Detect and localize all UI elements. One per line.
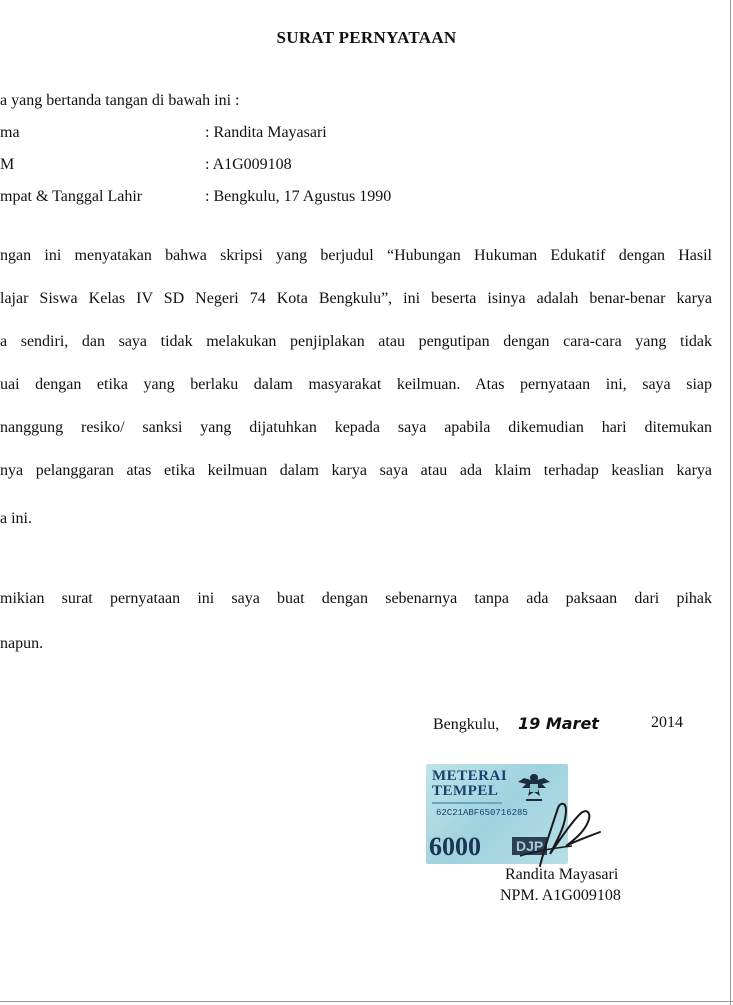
closing-line: napun. [0,635,44,652]
paragraph-line: ngan ini menyatakan bahwa skripsi yang berjudul “Hubungan Hukuman Edukatif dengan Hasil [0,247,712,264]
stamp-issuer: DJP [512,837,547,855]
stamp-amount: 6000 [429,832,481,861]
stamp-code: 62C21ABF650716285 [436,808,528,818]
paragraph-line: lajar Siswa Kelas IV SD Negeri 74 Kota Bengkulu”, ini beserta isinya adalah benar-benar karya [0,290,712,307]
intro-line: a yang bertanda tangan di bawah ini : [0,92,240,109]
document-title: SURAT PERNYATAAN [276,28,457,47]
stamp-microtext-line [432,802,502,804]
field-label-name: ma [0,124,20,141]
paragraph-line: uai dengan etika yang berlaku dalam masyarakat keilmuan. Atas pernyataan ini, saya siap [0,376,712,393]
year: 2014 [651,714,683,731]
stamp-line1: METERAI [432,768,508,784]
handwritten-date: 19 Maret [518,714,599,733]
field-label-birth: mpat & Tanggal Lahir [0,188,143,205]
field-value-npm: : A1G009108 [205,156,292,173]
page-border-bottom [0,1001,733,1002]
stamp-line2: TEMPEL [432,783,499,799]
field-value-birth: : Bengkulu, 17 Agustus 1990 [205,188,392,205]
paragraph-line: nya pelanggaran atas etika keilmuan dalam karya saya atau ada klaim terhadap keaslian karya [0,462,712,479]
closing-line: mikian surat pernyataan ini saya buat dengan sebenarnya tanpa ada paksaan dari pihak [0,590,712,607]
signature [500,796,610,876]
field-label-npm: M [0,156,15,173]
signer-name: Randita Mayasari [505,866,619,883]
page-border-right [730,0,731,1005]
field-value-name: : Randita Mayasari [205,124,327,141]
signer-npm: NPM. A1G009108 [500,887,621,904]
paragraph-line: a sendiri, dan saya tidak melakukan penjiplakan atau pengutipan dengan cara-cara yang tidak [0,333,712,350]
place: Bengkulu, [433,716,500,733]
paragraph-line: nanggung resiko/ sanksi yang dijatuhkan kepada saya apabila dikemudian hari ditemukan [0,419,712,436]
paragraph-line: a ini. [0,510,32,527]
